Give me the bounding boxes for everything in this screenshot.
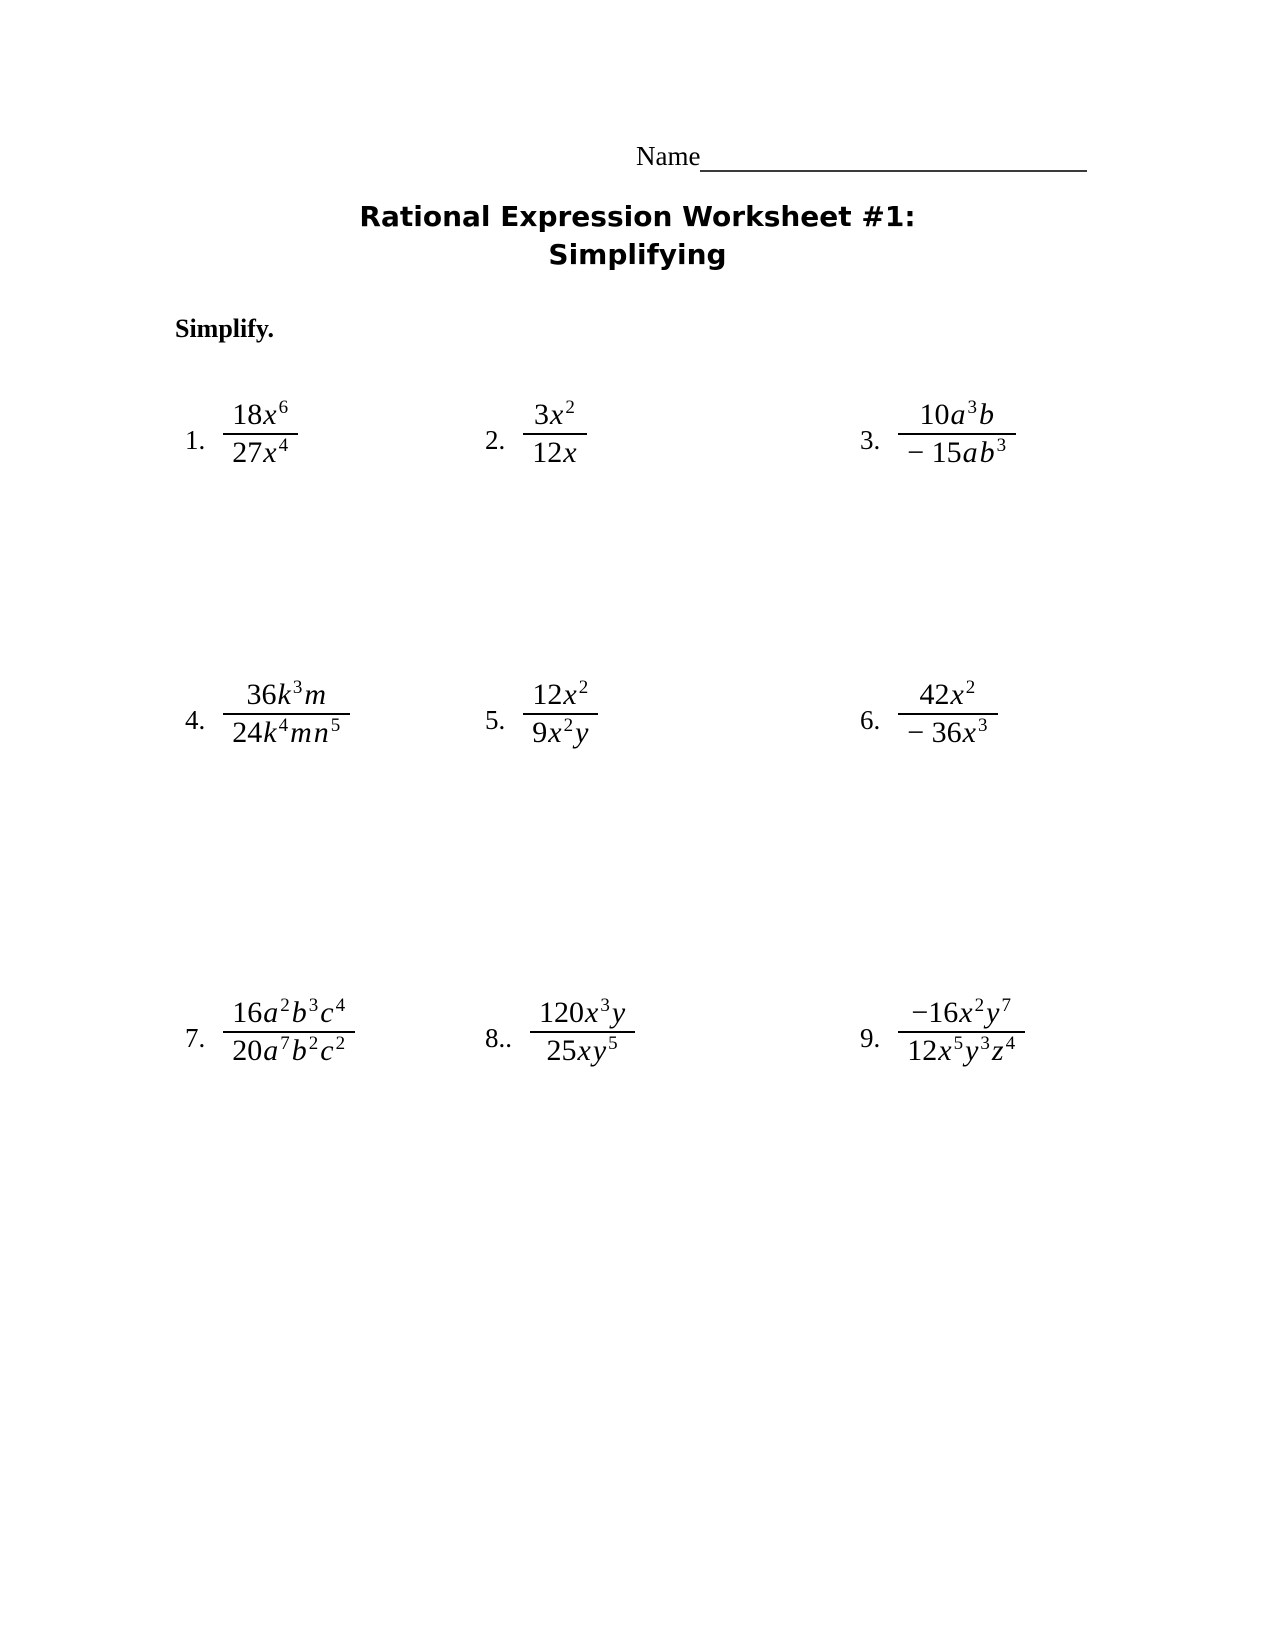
instruction-label: Simplify.	[175, 314, 274, 343]
problem-number: 4.	[185, 704, 206, 735]
problem-2	[485, 388, 587, 480]
fraction-denominator: − 15ab $^3$	[907, 435, 1007, 469]
fraction-denominator: 25xy $^5$	[546, 1033, 618, 1067]
fraction-denominator: 12x	[532, 436, 577, 469]
problem-number: 9.	[860, 1022, 881, 1053]
fraction-numerator: 18x $^6$	[232, 397, 289, 431]
fraction-numerator: 10a $^3$b	[919, 397, 994, 431]
problem-fraction	[223, 397, 298, 471]
problem-8	[485, 986, 635, 1078]
problem-5	[485, 668, 598, 760]
problem-number: 5.	[485, 704, 506, 735]
page-title-line1: Rational Expression Worksheet #1:	[359, 200, 916, 233]
problem-6	[860, 668, 998, 760]
problem-number: 1.	[185, 424, 206, 455]
problem-9	[860, 986, 1025, 1078]
problem-fraction	[523, 677, 598, 751]
fraction-denominator: 12x $^5$y $^3$z $^4$	[907, 1033, 1016, 1067]
fraction-numerator: 120x $^3$y	[539, 995, 626, 1029]
problem-fraction	[898, 677, 997, 751]
fraction-numerator: 3x $^2$	[534, 397, 575, 431]
problem-number: 3.	[860, 424, 881, 455]
problem-number: 8..	[485, 1022, 512, 1053]
fraction-denominator: 24k $^4$mn $^5$	[232, 715, 341, 749]
problem-7	[185, 986, 355, 1078]
fraction-denominator: 27x $^4$	[232, 435, 289, 469]
problem-number: 6.	[860, 704, 881, 735]
fraction-denominator: − 36x $^3$	[907, 715, 988, 749]
problem-1	[185, 388, 298, 480]
problem-fraction	[223, 677, 350, 751]
fraction-numerator: 36k $^3$m	[246, 677, 326, 711]
fraction-numerator: 16a $^2$b $^3$c $^4$	[232, 995, 346, 1029]
problem-3	[860, 388, 1016, 480]
fraction-denominator: 9x $^2$y	[532, 715, 589, 749]
name-label: Name	[636, 141, 701, 171]
fraction-denominator: 20a $^7$b $^2$c $^2$	[232, 1033, 346, 1067]
fraction-numerator: 42x $^2$	[919, 677, 976, 711]
fraction-numerator: 12x $^2$	[532, 677, 589, 711]
name-row	[636, 138, 1087, 172]
problem-4	[185, 668, 350, 760]
problem-fraction	[898, 995, 1025, 1069]
problem-number: 7.	[185, 1022, 206, 1053]
problem-number: 2.	[485, 424, 506, 455]
problem-fraction	[223, 995, 355, 1069]
problem-fraction	[898, 397, 1016, 471]
problem-fraction	[523, 397, 586, 471]
fraction-numerator: −16x $^2$y $^7$	[911, 995, 1011, 1029]
name-blank-line	[700, 138, 1087, 172]
problem-fraction	[530, 995, 635, 1069]
page-title	[0, 198, 1275, 274]
page-title-line2: Simplifying	[548, 238, 727, 271]
